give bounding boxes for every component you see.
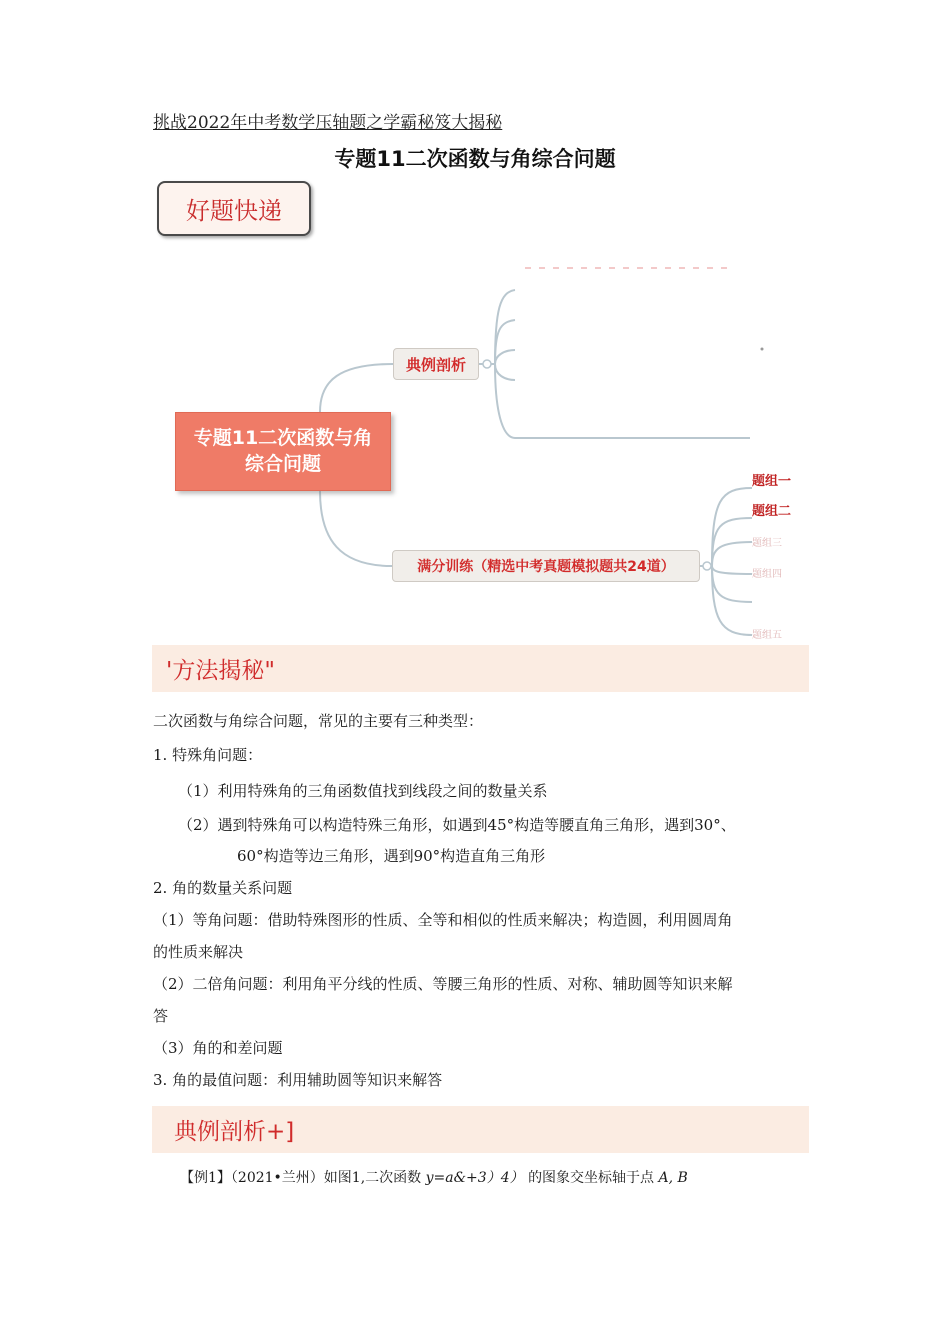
mindmap-leaf-group1: 题组一 [752,474,792,489]
method-item-1-2a: （2）遇到特殊角可以构造特殊三角形，如遇到45°构造等腰直角三角形，遇到30°、 [178,816,736,834]
method-item-1-2b: 60°构造等边三角形，遇到90°构造直角三角形 [237,847,546,865]
mindmap-leaf-group2: 题组二 [752,504,792,519]
mindmap-leaf-group4: 题组四 [752,569,782,580]
example-1-formula: y=a&+3）4） [425,1170,524,1186]
mindmap-leaf-group3: 题组三 [752,538,782,549]
examples-section-title: 典例剖析+] [174,1119,295,1145]
method-item-2-1a: （1）等角问题：借助特殊图形的性质、全等和相似的性质来解决；构造圆，利用圆周角 [153,911,733,929]
method-section-title: '方法揭秘" [166,658,275,684]
good-problems-label: 好题快递 [186,197,282,225]
branch1-collapse-handle [483,360,491,368]
method-intro: 二次函数与角综合问题，常见的主要有三种类型： [153,712,484,730]
connector-b1-leaf3 [495,350,515,364]
connector-b2-leaf4 [712,566,752,574]
mindmap-branch-training-label: 满分训练（精选中考真题模拟题共24道） [417,559,675,575]
connector-center-bottom [320,491,392,566]
mindmap-central-label: 专题11二次函数与角综合问题 [193,426,373,475]
method-item-2: 2. 角的数量关系问题 [153,879,293,897]
example-1-suffix: 的图象交坐标轴于点 [528,1170,655,1186]
connector-b2-leaf1 [712,488,752,566]
method-item-2-1b: 的性质来解决 [153,943,244,961]
connector-center-top [320,364,393,412]
faint-dot [761,348,764,351]
connector-b1-leaf4 [495,364,515,380]
example-1-text [180,1167,688,1187]
mindmap-leaf-group5: 题组五 [752,630,782,641]
method-item-1: 1. 特殊角问题： [153,746,263,764]
series-title: 挑战2022年中考数学压轴题之学霸秘笈大揭秘 [153,113,503,133]
connector-b1-leaf1 [495,290,515,364]
example-1-prefix: 【例1】（2021•兰州）如图1,二次函数 [180,1170,422,1186]
method-item-2-2a: （2）二倍角问题：利用角平分线的性质、等腰三角形的性质、对称、辅助圆等知识来解 [153,975,733,993]
mindmap-branch-training [392,550,700,582]
method-item-2-2b: 答 [153,1007,169,1025]
example-1-points: A, B [658,1170,688,1186]
examples-section-header [152,1106,809,1153]
branch2-collapse-handle [703,562,711,570]
method-section-header [152,645,809,692]
page-title: 专题11二次函数与角综合问题 [334,147,616,171]
method-item-2-3: （3）角的和差问题 [153,1039,283,1057]
connector-b2-leaf3 [712,542,752,566]
method-item-3: 3. 角的最值问题：利用辅助圆等知识来解答 [153,1071,443,1089]
connector-b1-leaf5 [495,364,750,438]
mindmap-branch-examples [393,348,479,380]
method-item-1-1: （1）利用特殊角的三角函数值找到线段之间的数量关系 [178,782,548,800]
mindmap-branch-examples-label: 典例剖析 [405,355,466,374]
mindmap-central-node [175,412,391,491]
